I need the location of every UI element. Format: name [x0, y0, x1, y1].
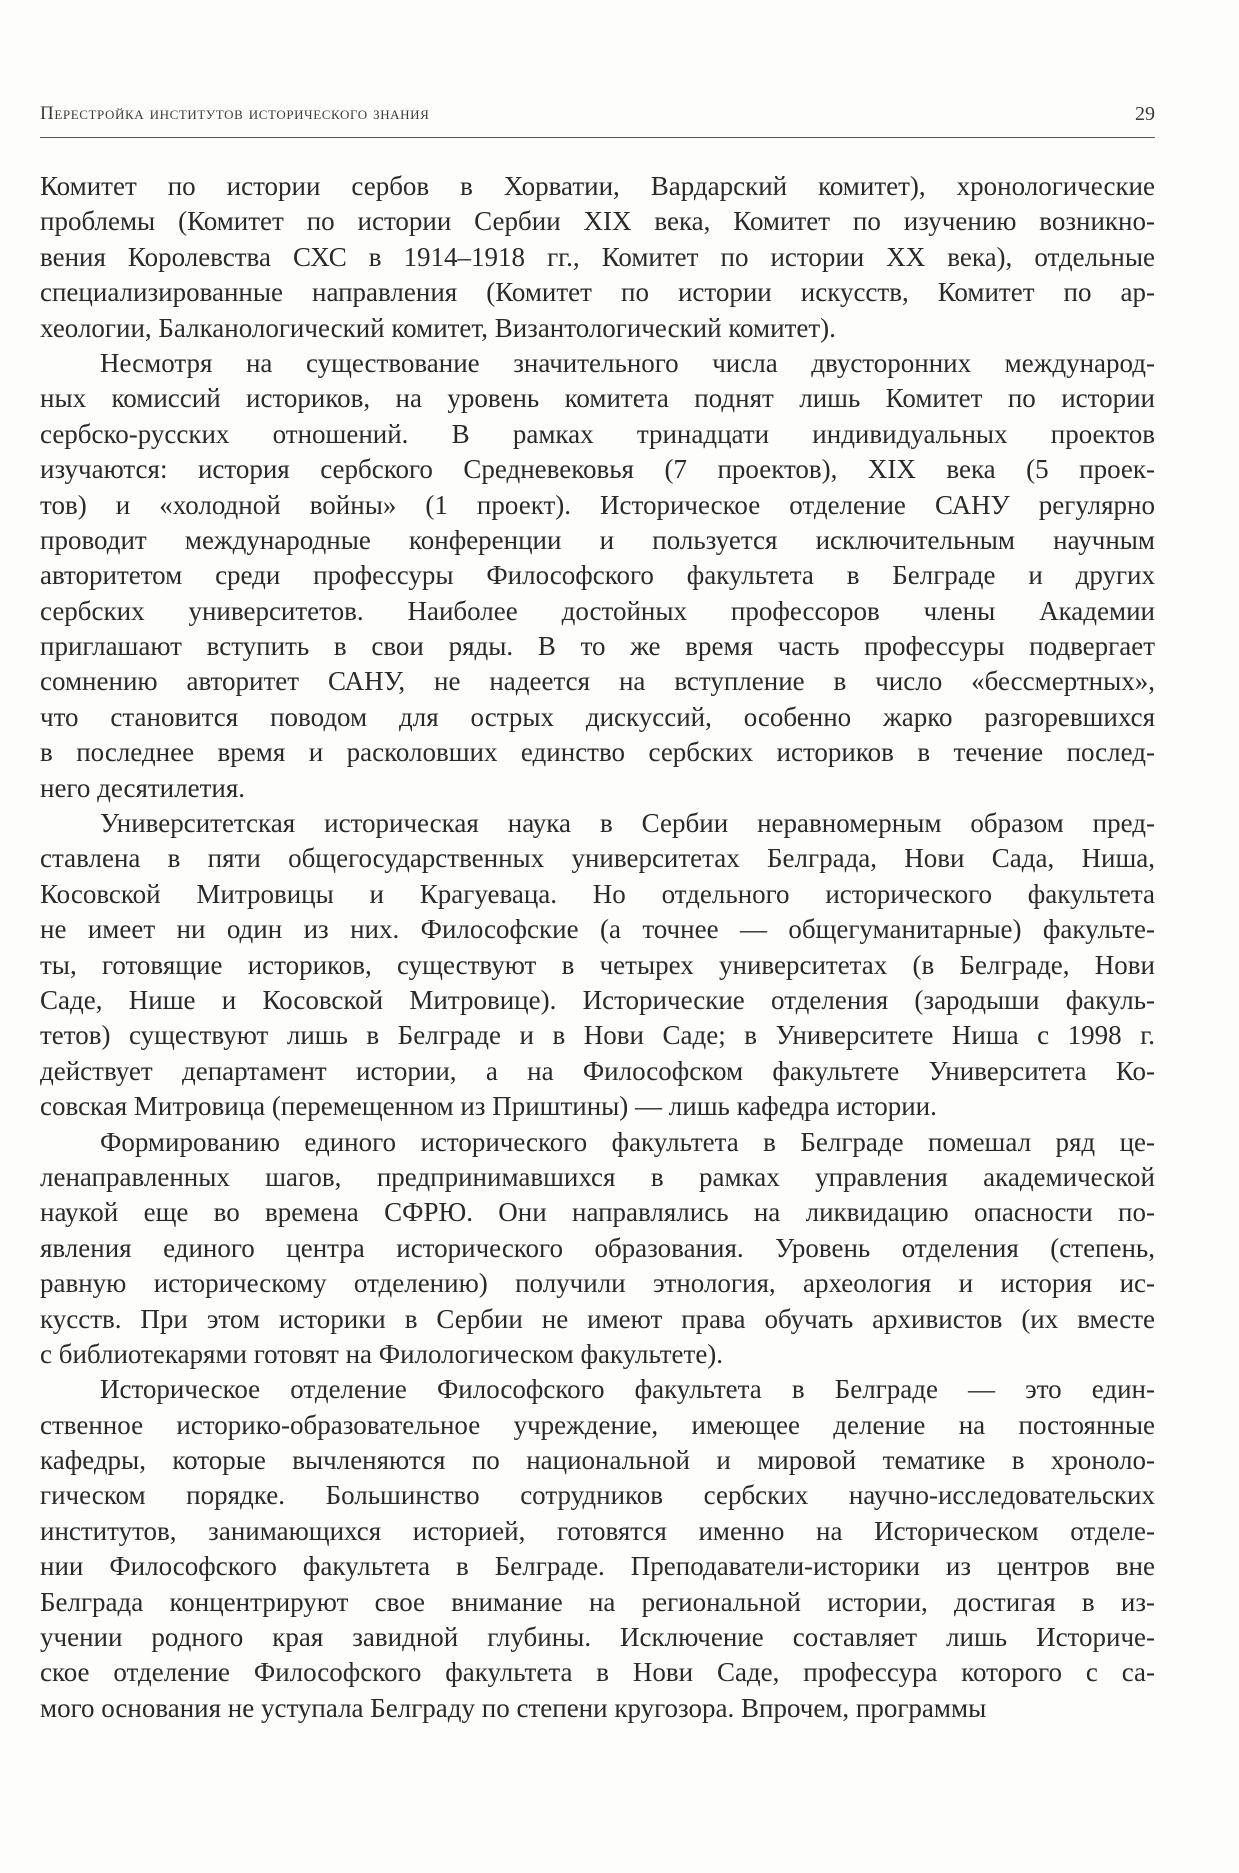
text-line: сомнению авторитет САНУ, не надеется на вступление в число «бессмертных»,: [40, 666, 1155, 697]
text-line: сербских университетов. Наиболее достойных профессоров члены Академии: [40, 595, 1155, 626]
text-line: тетов) существуют лишь в Белграде и в Нови Саде; в Университете Ниша с 1998 г.: [40, 1020, 1155, 1051]
text-line: тов) и «холодной войны» (1 проект). Историческое отделение САНУ регулярно: [40, 489, 1155, 520]
text-line: в последнее время и расколовших единство сербских историков в течение послед-: [40, 737, 1155, 768]
paragraph: [40, 1125, 1155, 1373]
text-line: действует департамент истории, а на Философском факультете Университета Ко-: [40, 1055, 1155, 1086]
text-line: ных комиссий историков, на уровень комитета поднят лишь Комитет по истории: [40, 383, 1155, 414]
text-line: ставлена в пяти общегосударственных университетах Белграда, Нови Сада, Ниша,: [40, 843, 1155, 874]
text-line: ты, готовящие историков, существуют в четырех университетах (в Белграде, Нови: [40, 949, 1155, 980]
text-line: равную историческому отделению) получили этнология, археология и история ис-: [40, 1268, 1155, 1299]
text-line: Косовской Митровицы и Крагуеваца. Но отдельного исторического факультета: [40, 878, 1155, 909]
text-line: нии Философского факультета в Белграде. Преподаватели-историки из центров вне: [40, 1551, 1155, 1582]
text-line: хеологии, Балканологический комитет, Византологический комитет).: [40, 312, 836, 343]
header-rule: [40, 137, 1155, 138]
text-line: кафедры, которые вычленяются по национальной и мировой тематике в хроноло-: [40, 1445, 1155, 1476]
text-line: изучаются: история сербского Средневековья (7 проектов), XIX века (5 проек-: [40, 454, 1155, 485]
text-line: Комитет по истории сербов в Хорватии, Вардарский комитет), хронологические: [40, 171, 1155, 201]
body-text: [40, 169, 1155, 1726]
text-line: него десятилетия.: [40, 772, 246, 803]
paragraph: [40, 169, 1155, 346]
text-line: Формированию единого исторического факультета в Белграде помешал ряд це-: [100, 1126, 1155, 1157]
text-line: гическом порядке. Большинство сотрудников сербских научно-исследовательских: [40, 1480, 1155, 1511]
paragraph: [40, 1372, 1155, 1726]
text-line: сербско-русских отношений. В рамках тринадцати индивидуальных проектов: [40, 418, 1155, 449]
text-line: проблемы (Комитет по истории Сербии XIX века, Комитет по изучению возникно-: [40, 206, 1155, 237]
text-line: наукой еще во времена СФРЮ. Они направлялись на ликвидацию опасности по-: [40, 1197, 1155, 1228]
text-line: Саде, Нише и Косовской Митровице). Исторические отделения (зародыши факуль-: [40, 984, 1155, 1015]
text-line: с библиотекарями готовят на Филологическом факультете).: [40, 1338, 724, 1369]
text-line: мого основания не уступала Белграду по степени кругозора. Впрочем, программы: [40, 1692, 987, 1723]
text-line: кусств. При этом историки в Сербии не имеют права обучать архивистов (их вместе: [40, 1303, 1155, 1334]
text-line: приглашают вступить в свои ряды. В то же время часть профессуры подвергает: [40, 631, 1155, 662]
text-line: институтов, занимающихся историей, готовятся именно на Историческом отделе-: [40, 1515, 1155, 1546]
text-line: специализированные направления (Комитет по истории искусств, Комитет по ар-: [40, 277, 1155, 308]
text-line: Историческое отделение Философского факультета в Белграде — это един-: [100, 1374, 1155, 1405]
text-line: Белграда концентрируют свое внимание на региональной истории, достигая в из-: [40, 1586, 1155, 1617]
running-head: [40, 103, 1155, 133]
text-line: ственное историко-образовательное учреждение, имеющее деление на постоянные: [40, 1409, 1155, 1440]
text-line: явления единого центра исторического образования. Уровень отделения (степень,: [40, 1232, 1155, 1263]
text-line: ское отделение Философского факультета в Нови Саде, профессура которого с са-: [40, 1657, 1155, 1688]
text-line: не имеет ни один из них. Философские (а точнее — общегуманитарные) факульте-: [40, 914, 1155, 945]
text-line: Несмотря на существование значительного числа двусторонних международ-: [100, 347, 1155, 378]
text-line: учении родного края завидной глубины. Исключение составляет лишь Историче-: [40, 1622, 1155, 1653]
text-line: проводит международные конференции и пользуется исключительным научным: [40, 524, 1155, 555]
text-line: что становится поводом для острых дискуссий, особенно жарко разгоревшихся: [40, 701, 1155, 732]
text-line: Университетская историческая наука в Сербии неравномерным образом пред-: [100, 808, 1155, 839]
paragraph: [40, 346, 1155, 806]
text-line: авторитетом среди профессуры Философского факультета в Белграде и других: [40, 560, 1155, 591]
paragraph: [40, 806, 1155, 1125]
text-line: вения Королевства СХС в 1914–1918 гг., Комитет по истории XX века), отдельные: [40, 241, 1155, 272]
text-line: совская Митровица (перемещенном из Приштины) — лишь кафедра истории.: [40, 1091, 937, 1122]
text-line: ленаправленных шагов, предпринимавшихся в рамках управления академической: [40, 1161, 1155, 1192]
page-number: 29: [1135, 103, 1155, 125]
running-title: Перестройка институтов исторического знания: [40, 103, 430, 124]
